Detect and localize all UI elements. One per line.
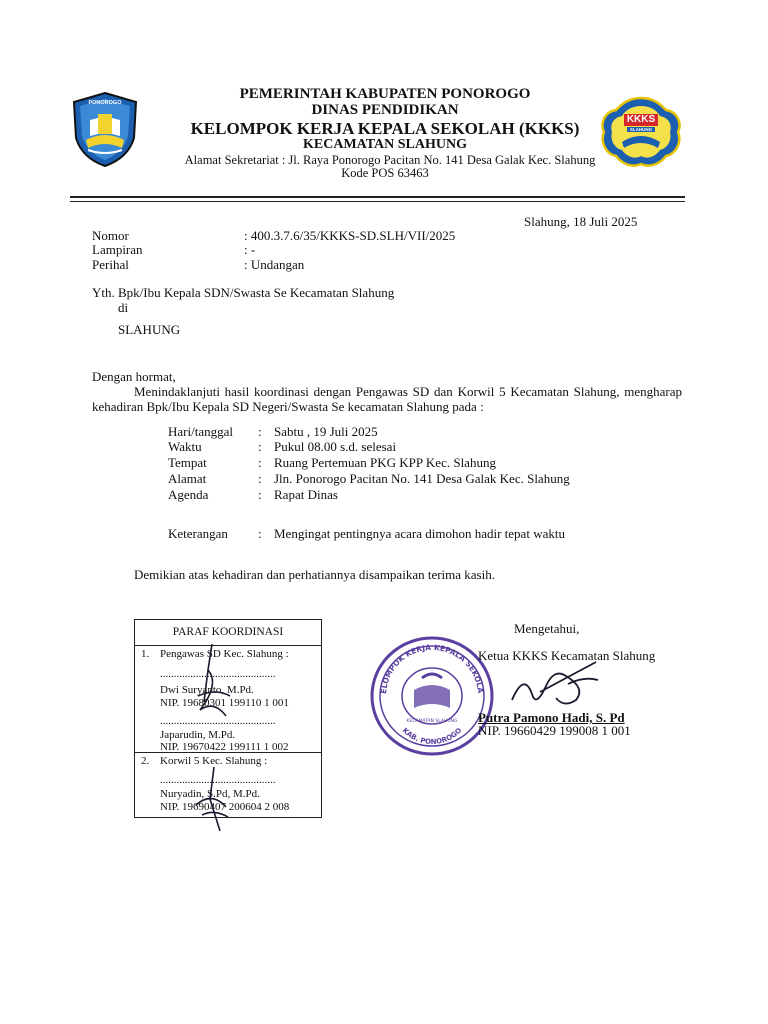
greeting: Dengan hormat,	[92, 369, 176, 384]
detail-value: Sabtu , 19 Juli 2025	[274, 424, 378, 439]
paraf-signature-1	[190, 640, 240, 720]
paraf-role: Korwil 5 Kec. Slahung :	[160, 755, 268, 767]
closing-sentence: Demikian atas kehadiran dan perhatiannya disampaikan terima kasih.	[134, 567, 495, 582]
detail-label: Waktu	[168, 439, 202, 454]
paraf-name: Nuryadin, S.Pd, M.Pd.	[160, 788, 260, 800]
detail-value: Ruang Pertemuan PKG KPP Kec. Slahung	[274, 455, 496, 470]
detail-colon: :	[258, 487, 262, 502]
detail-value: Jln. Ponorogo Pacitan No. 141 Desa Galak Kec. Slahung	[274, 471, 570, 486]
kkks-logo-label: KKKS	[626, 114, 656, 125]
addressee: Yth. Bpk/Ibu Kepala SDN/Swasta Se Kecamatan Slahung	[92, 285, 395, 300]
nomor-label: Nomor	[92, 228, 129, 243]
paraf-nip: NIP. 19670422 199111 1 002	[160, 741, 289, 753]
letterhead-address: Alamat Sekretariat : Jl. Raya Ponorogo Pacitan No. 141 Desa Galak Kec. Slahung	[184, 153, 596, 167]
paraf-dots: ..........................................	[160, 715, 276, 727]
addressee-place: SLAHUNG	[118, 322, 181, 337]
perihal-value: : Undangan	[244, 257, 305, 272]
detail-label: Hari/tanggal	[168, 424, 233, 439]
lampiran-value: : -	[244, 242, 256, 257]
paraf-row-number: 2.	[141, 755, 150, 767]
letterhead-postal-code: Kode POS 63463	[341, 166, 429, 180]
nomor-value: : 400.3.7.6/35/KKKS-SD.SLH/VII/2025	[244, 228, 456, 243]
letterhead-divider-thin	[70, 201, 685, 202]
paraf-nip: NIP. 19690407 200604 2 008	[160, 801, 290, 813]
letterhead-district: KECAMATAN SLAHUNG	[303, 137, 467, 152]
detail-value: Pukul 08.00 s.d. selesai	[274, 439, 397, 454]
detail-colon: :	[258, 424, 262, 439]
detail-label: Alamat	[168, 471, 207, 486]
letterhead-divider-thick	[70, 196, 685, 198]
perihal-label: Perihal	[92, 257, 129, 272]
paraf-name: Dwi Suryanto, M.Pd.	[160, 684, 254, 696]
detail-colon: :	[258, 471, 262, 486]
signer-nip: NIP. 19660429 199008 1 001	[478, 723, 631, 738]
paraf-role: Pengawas SD Kec. Slahung :	[160, 648, 289, 660]
signer-signature	[506, 654, 602, 712]
ponorogo-logo-label: PONOROGO	[88, 100, 122, 106]
acknowledged-label: Mengetahui,	[514, 621, 580, 636]
note-value: Mengingat pentingnya acara dimohon hadir tepat waktu	[274, 526, 565, 541]
detail-label: Agenda	[168, 487, 209, 502]
paraf-signature-2	[190, 765, 240, 835]
stamp-bottom-text: KAB. PONOROGO	[400, 726, 464, 747]
paraf-row-number: 1.	[141, 648, 150, 660]
lampiran-label: Lampiran	[92, 242, 143, 257]
paraf-table-title: PARAF KOORDINASI	[135, 620, 322, 646]
letterhead-department: DINAS PENDIDIKAN	[311, 102, 459, 118]
svg-text:KELOMPOK KERJA KEPALA SEKOLAH	[368, 634, 485, 694]
detail-colon: :	[258, 439, 262, 454]
signer-position: Ketua KKKS Kecamatan Slahung	[478, 648, 656, 663]
detail-colon: :	[258, 526, 262, 541]
detail-colon: :	[258, 455, 262, 470]
letterhead-government: PEMERINTAH KABUPATEN PONOROGO	[239, 86, 531, 102]
paraf-dots: ..........................................	[160, 774, 276, 786]
official-stamp	[368, 634, 496, 758]
addressee-di: di	[118, 300, 129, 315]
body-text: Menindaklanjuti hasil koordinasi dengan Pengawas SD dan Korwil 5 Kecamatan Slahung, mengharap kehadiran Bpk/Ibu Kepala SD Negeri/Swasta Se kecamatan Slahung pada :	[92, 384, 682, 414]
letter-date: Slahung, 18 Juli 2025	[524, 214, 638, 229]
letterhead-organization: KELOMPOK KERJA KEPALA SEKOLAH (KKKS)	[190, 119, 580, 138]
note-label: Keterangan	[168, 526, 228, 541]
body-paragraph	[92, 384, 682, 414]
signer-name: Putra Pamono Hadi, S. Pd	[478, 710, 625, 725]
svg-text:KAB. PONOROGO	[401, 726, 464, 746]
paraf-name: Japarudin, M.Pd.	[160, 729, 236, 741]
kkks-logo-sublabel: SLAHUNG	[627, 127, 655, 132]
stamp-top-text: ELOMPOK KERJA KEPALA SEKOLA	[379, 642, 485, 695]
stamp-middle-text: KECAMATAN SLAHUNG	[406, 719, 458, 724]
detail-value: Rapat Dinas	[274, 487, 338, 502]
paraf-nip: NIP. 19680301 199110 1 001	[160, 697, 289, 709]
detail-label: Tempat	[168, 455, 207, 470]
paraf-dots: ..........................................	[160, 668, 276, 680]
